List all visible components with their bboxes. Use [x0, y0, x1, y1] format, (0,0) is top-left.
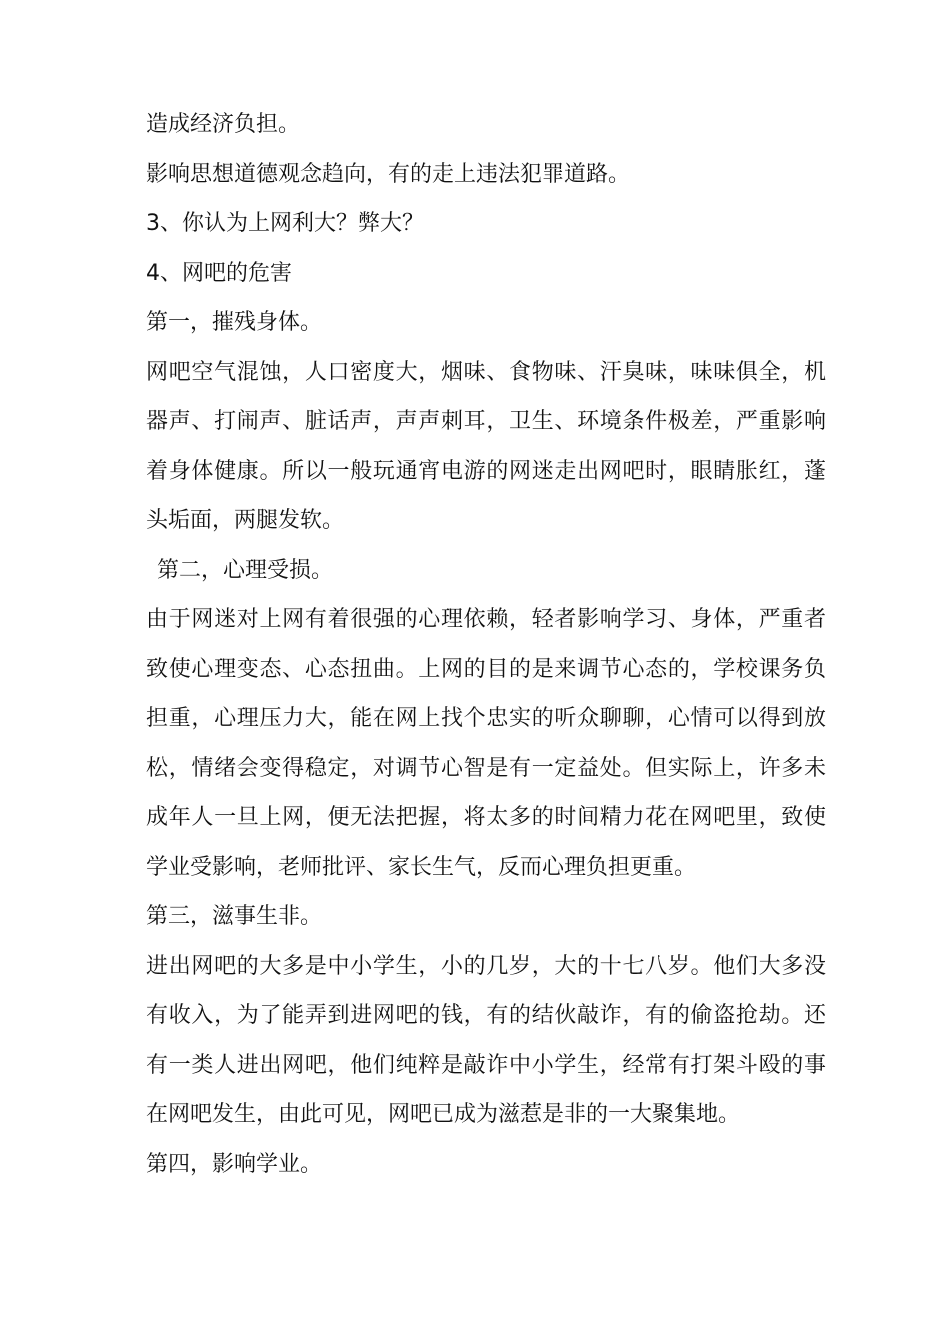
- paragraph-moral-influence: 影响思想道德观念趋向，有的走上违法犯罪道路。: [146, 161, 631, 187]
- paragraph-trouble-making: 进出网吧的大多是中小学生，小的几岁，大的十七八岁。他们大多没有收入，为了能弄到进网吧的钱，有的结伙敲诈，有的偷盗抢劫。还有一类人进出网吧，他们纯粹是敲诈中小学生，经常有打架斗殴的事在网吧发生，由此可见，网吧已成为滋惹是非的一大聚集地。: [146, 953, 826, 1127]
- paragraph-psychological-harm: 由于网迷对上网有着很强的心理依赖，轻者影响学习、身体，严重者致使心理变态、心态扭曲。上网的目的是来调节心态的，学校课务负担重，心理压力大，能在网上找个忠实的听众聊聊，心情可以得到放松，情绪会变得稳定，对调节心智是有一定益处。但实际上，许多未成年人一旦上网，便无法把握，将太多的时间精力花在网吧里，致使学业受影响，老师批评、家长生气，反而心理负担更重。: [146, 607, 826, 880]
- paragraph-physical-harm: 网吧空气混蚀，人口密度大，烟味、食物味、汗臭味，味味俱全，机器声、打闹声、脏话声，声声刺耳，卫生、环境条件极差，严重影响着身体健康。所以一般玩通宵电游的网迷走出网吧时，眼睛胀红，蓬头垢面，两腿发软。: [146, 359, 826, 533]
- point-heading-first: 第一，摧残身体。: [146, 310, 323, 335]
- point-heading-fourth: 第四，影响学业。: [146, 1151, 323, 1177]
- point-heading-third: 第三，滋事生非。: [146, 904, 323, 929]
- question-pros-cons: 3、你认为上网利大？弊大？: [146, 211, 424, 236]
- section-heading-internet-cafe-harms: 4、网吧的危害: [146, 260, 292, 286]
- point-heading-second: 第二，心理受损。: [157, 557, 334, 583]
- paragraph-economic-burden: 造成经济负担。: [146, 112, 301, 137]
- document-body: [146, 100, 826, 1189]
